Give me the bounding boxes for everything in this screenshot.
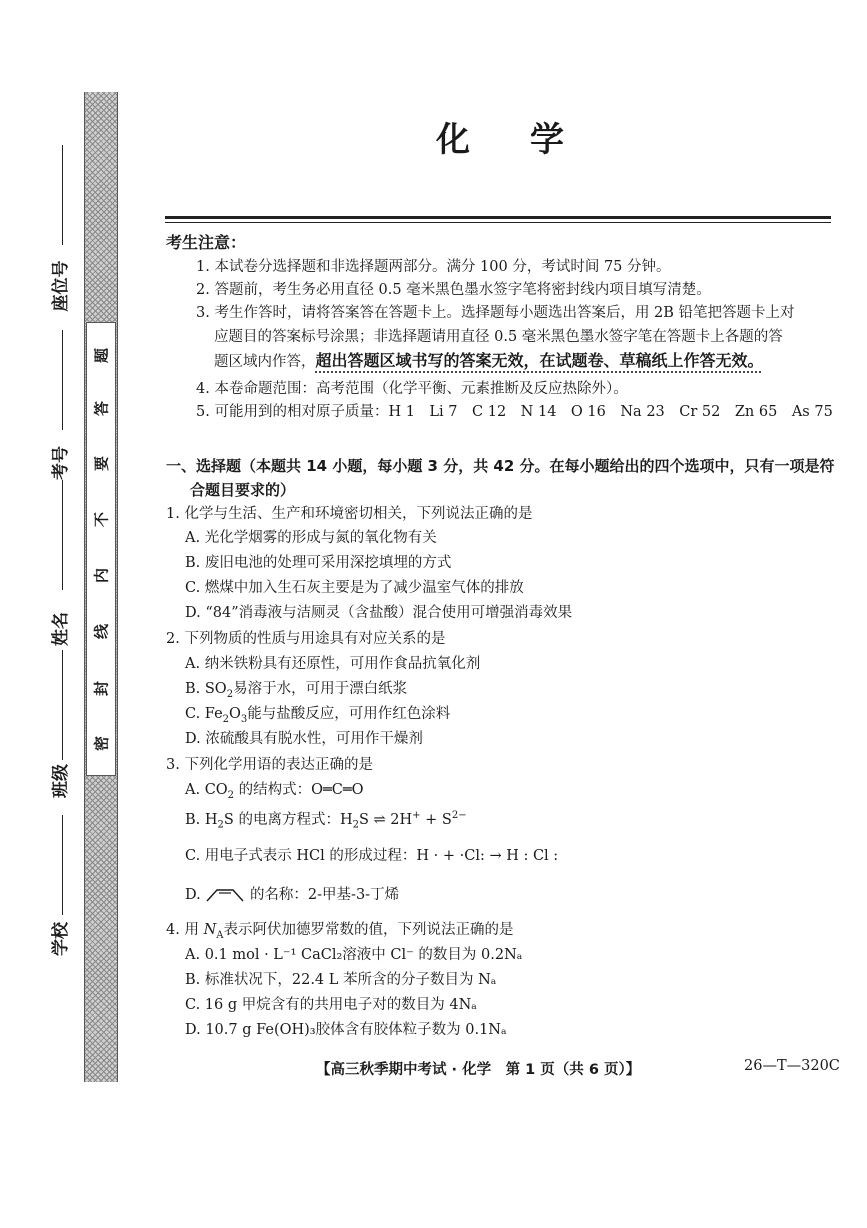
q3-stem: 3. 下列化学用语的表达正确的是 [166, 757, 373, 773]
notice-item-4: 4. 本卷命题范围：高考范围（化学平衡、元素推断及反应热除外）。 [196, 381, 628, 397]
fill-line-class [62, 650, 63, 760]
q3-option-d [185, 884, 399, 906]
q3-d-text: 的名称：2-甲基-3-丁烯 [249, 887, 400, 903]
notice-item-1: 1. 本试卷分选择题和非选择题两部分。满分 100 分，考试时间 75 分钟。 [196, 259, 671, 275]
fill-line-seat [62, 145, 63, 245]
q3-a-pre: A. CO [185, 782, 228, 798]
q3-b-sub: 2 [217, 819, 224, 831]
binding-margin [0, 0, 80, 1228]
q3-b-plus: + S [420, 811, 452, 828]
notice-item-2: 2. 答题前，考生务必用直径 0.5 毫米黑色墨水签字笔将密封线内项目填写清楚。 [196, 282, 711, 298]
q2-option-a: A. 纳米铁粉具有还原性，可用作食品抗氧化剂 [185, 656, 481, 672]
q1-stem: 1. 化学与生活、生产和环境密切相关，下列说法正确的是 [166, 506, 533, 522]
label-school: 学校 [51, 922, 71, 956]
notice-item-3c-emphasis: 超出答题区域书写的答案无效，在试题卷、草稿纸上作答无效。 [315, 351, 764, 370]
fill-line-school [62, 815, 63, 915]
q4-stem-post: 表示阿伏加德罗常数的值，下列说法正确的是 [223, 922, 514, 938]
q1-option-c: C. 燃煤中加入生石灰主要是为了减少温室气体的排放 [185, 580, 524, 596]
q4-option-c: C. 16 g 甲烷含有的共用电子对的数目为 4Nₐ [185, 997, 477, 1013]
section-heading-a: 一、选择题（本题共 14 小题，每小题 3 分，共 42 分。在每小题给出的四个选项中，只有一项是符 [166, 457, 835, 475]
q3-c-text: C. 用电子式表示 HCl 的形成过程： [185, 848, 417, 864]
q3-a-post: 的结构式：O═C═O [234, 782, 364, 798]
seal-char: 题 [92, 348, 111, 364]
q3-a-sub: 2 [227, 789, 235, 801]
q2-b-sub: 2 [226, 688, 234, 700]
q4-option-a: A. 0.1 mol · L⁻¹ CaCl₂溶液中 Cl⁻ 的数目为 0.2Nₐ [185, 947, 523, 963]
seal-char: 线 [92, 624, 111, 640]
q4-option-d: D. 10.7 g Fe(OH)₃胶体含有胶体粒子数为 0.1Nₐ [185, 1022, 507, 1038]
q2-c-pre: C. Fe [185, 706, 223, 722]
q2-stem: 2. 下列物质的性质与用途具有对应关系的是 [166, 631, 446, 647]
fill-line-name [62, 480, 63, 590]
title-rule-thin [165, 222, 831, 223]
label-seat-number: 座位号 [51, 260, 71, 312]
q4-stem [166, 919, 513, 947]
q2-c-mid: O [229, 706, 241, 722]
title-rule-thick [165, 216, 831, 219]
seal-char: 不 [92, 512, 111, 528]
q2-b-post: 易溶于水，可用于漂白纸浆 [233, 681, 408, 697]
skeletal-structure-icon [205, 887, 245, 903]
notice-heading: 考生注意： [166, 233, 247, 252]
seal-char: 答 [92, 401, 111, 417]
q3-d-label: D. [185, 887, 201, 903]
q2-option-b [185, 678, 407, 706]
q2-c-sub1: 2 [222, 713, 230, 725]
paper-code: 26—T—320C [744, 1058, 840, 1074]
q2-option-c [185, 703, 450, 731]
q3-b-pre: B. H [185, 811, 218, 828]
exam-title: 化学 [436, 120, 624, 160]
q3-b-sup2: 2− [451, 810, 467, 821]
seal-char: 要 [92, 456, 111, 472]
notice-item-3c-prefix: 题区域内作答， [214, 354, 316, 370]
notice-item-3c [214, 350, 764, 373]
notice-item-5: 5. 可能用到的相对原子质量：H 1 Li 7 C 12 N 14 O 16 Na 23 Cr 52 Zn 65 As 75 [196, 404, 833, 420]
q3-c-formula: H · + ·Cl: → H : Cl : [416, 848, 559, 864]
q4-option-b: B. 标准状况下，22.4 L 苯所含的分子数目为 Nₐ [185, 972, 497, 988]
seal-notice [86, 322, 116, 776]
q3-b-sub2: 2 [352, 819, 359, 831]
seal-char: 内 [92, 568, 111, 584]
q3-b-eq: S ⇌ 2H [358, 811, 413, 828]
label-class: 班级 [51, 764, 71, 798]
q4-stem-sub: A [216, 929, 224, 941]
section-heading-b: 合题目要求的） [190, 481, 296, 499]
label-exam-number: 考号 [51, 446, 71, 480]
seal-char: 密 [92, 736, 111, 752]
notice-item-3b: 应题目的答案标号涂黑；非选择题请用直径 0.5 毫米黑色墨水签字笔在答题卡上各题的答 [214, 329, 783, 345]
q3-option-a [185, 779, 364, 807]
q1-option-b: B. 废旧电池的处理可采用深挖填埋的方式 [185, 555, 452, 571]
q3-b-sup1: + [412, 810, 421, 821]
page-footer: 【高三秋季期中考试 · 化学 第 1 页（共 6 页）】 [316, 1062, 641, 1078]
q1-option-d: D. “84”消毒液与洁厕灵（含盐酸）混合使用可增强消毒效果 [185, 605, 573, 621]
q1-option-a: A. 光化学烟雾的形成与氮的氧化物有关 [185, 530, 437, 546]
q4-stem-pre: 4. 用 [166, 922, 204, 938]
q3-option-c [185, 845, 558, 867]
notice-item-3a: 3. 考生作答时，请将答案答在答题卡上。选择题每小题选出答案后，用 2B 铅笔把答题卡上对 [196, 305, 795, 321]
seal-char: 封 [92, 681, 111, 697]
q2-c-sub2: 3 [240, 713, 248, 725]
q2-option-d: D. 浓硫酸具有脱水性，可用作干燥剂 [185, 731, 423, 747]
q2-c-post: 能与盐酸反应，可用作红色涂料 [247, 706, 451, 722]
fill-line-exam-number [62, 330, 63, 430]
q4-stem-n: N [203, 922, 217, 938]
q3-option-b [185, 805, 467, 837]
label-name: 姓名 [51, 612, 71, 646]
q3-b-mid: S 的电离方程式：H [223, 811, 353, 828]
q2-b-pre: B. SO [185, 681, 227, 697]
